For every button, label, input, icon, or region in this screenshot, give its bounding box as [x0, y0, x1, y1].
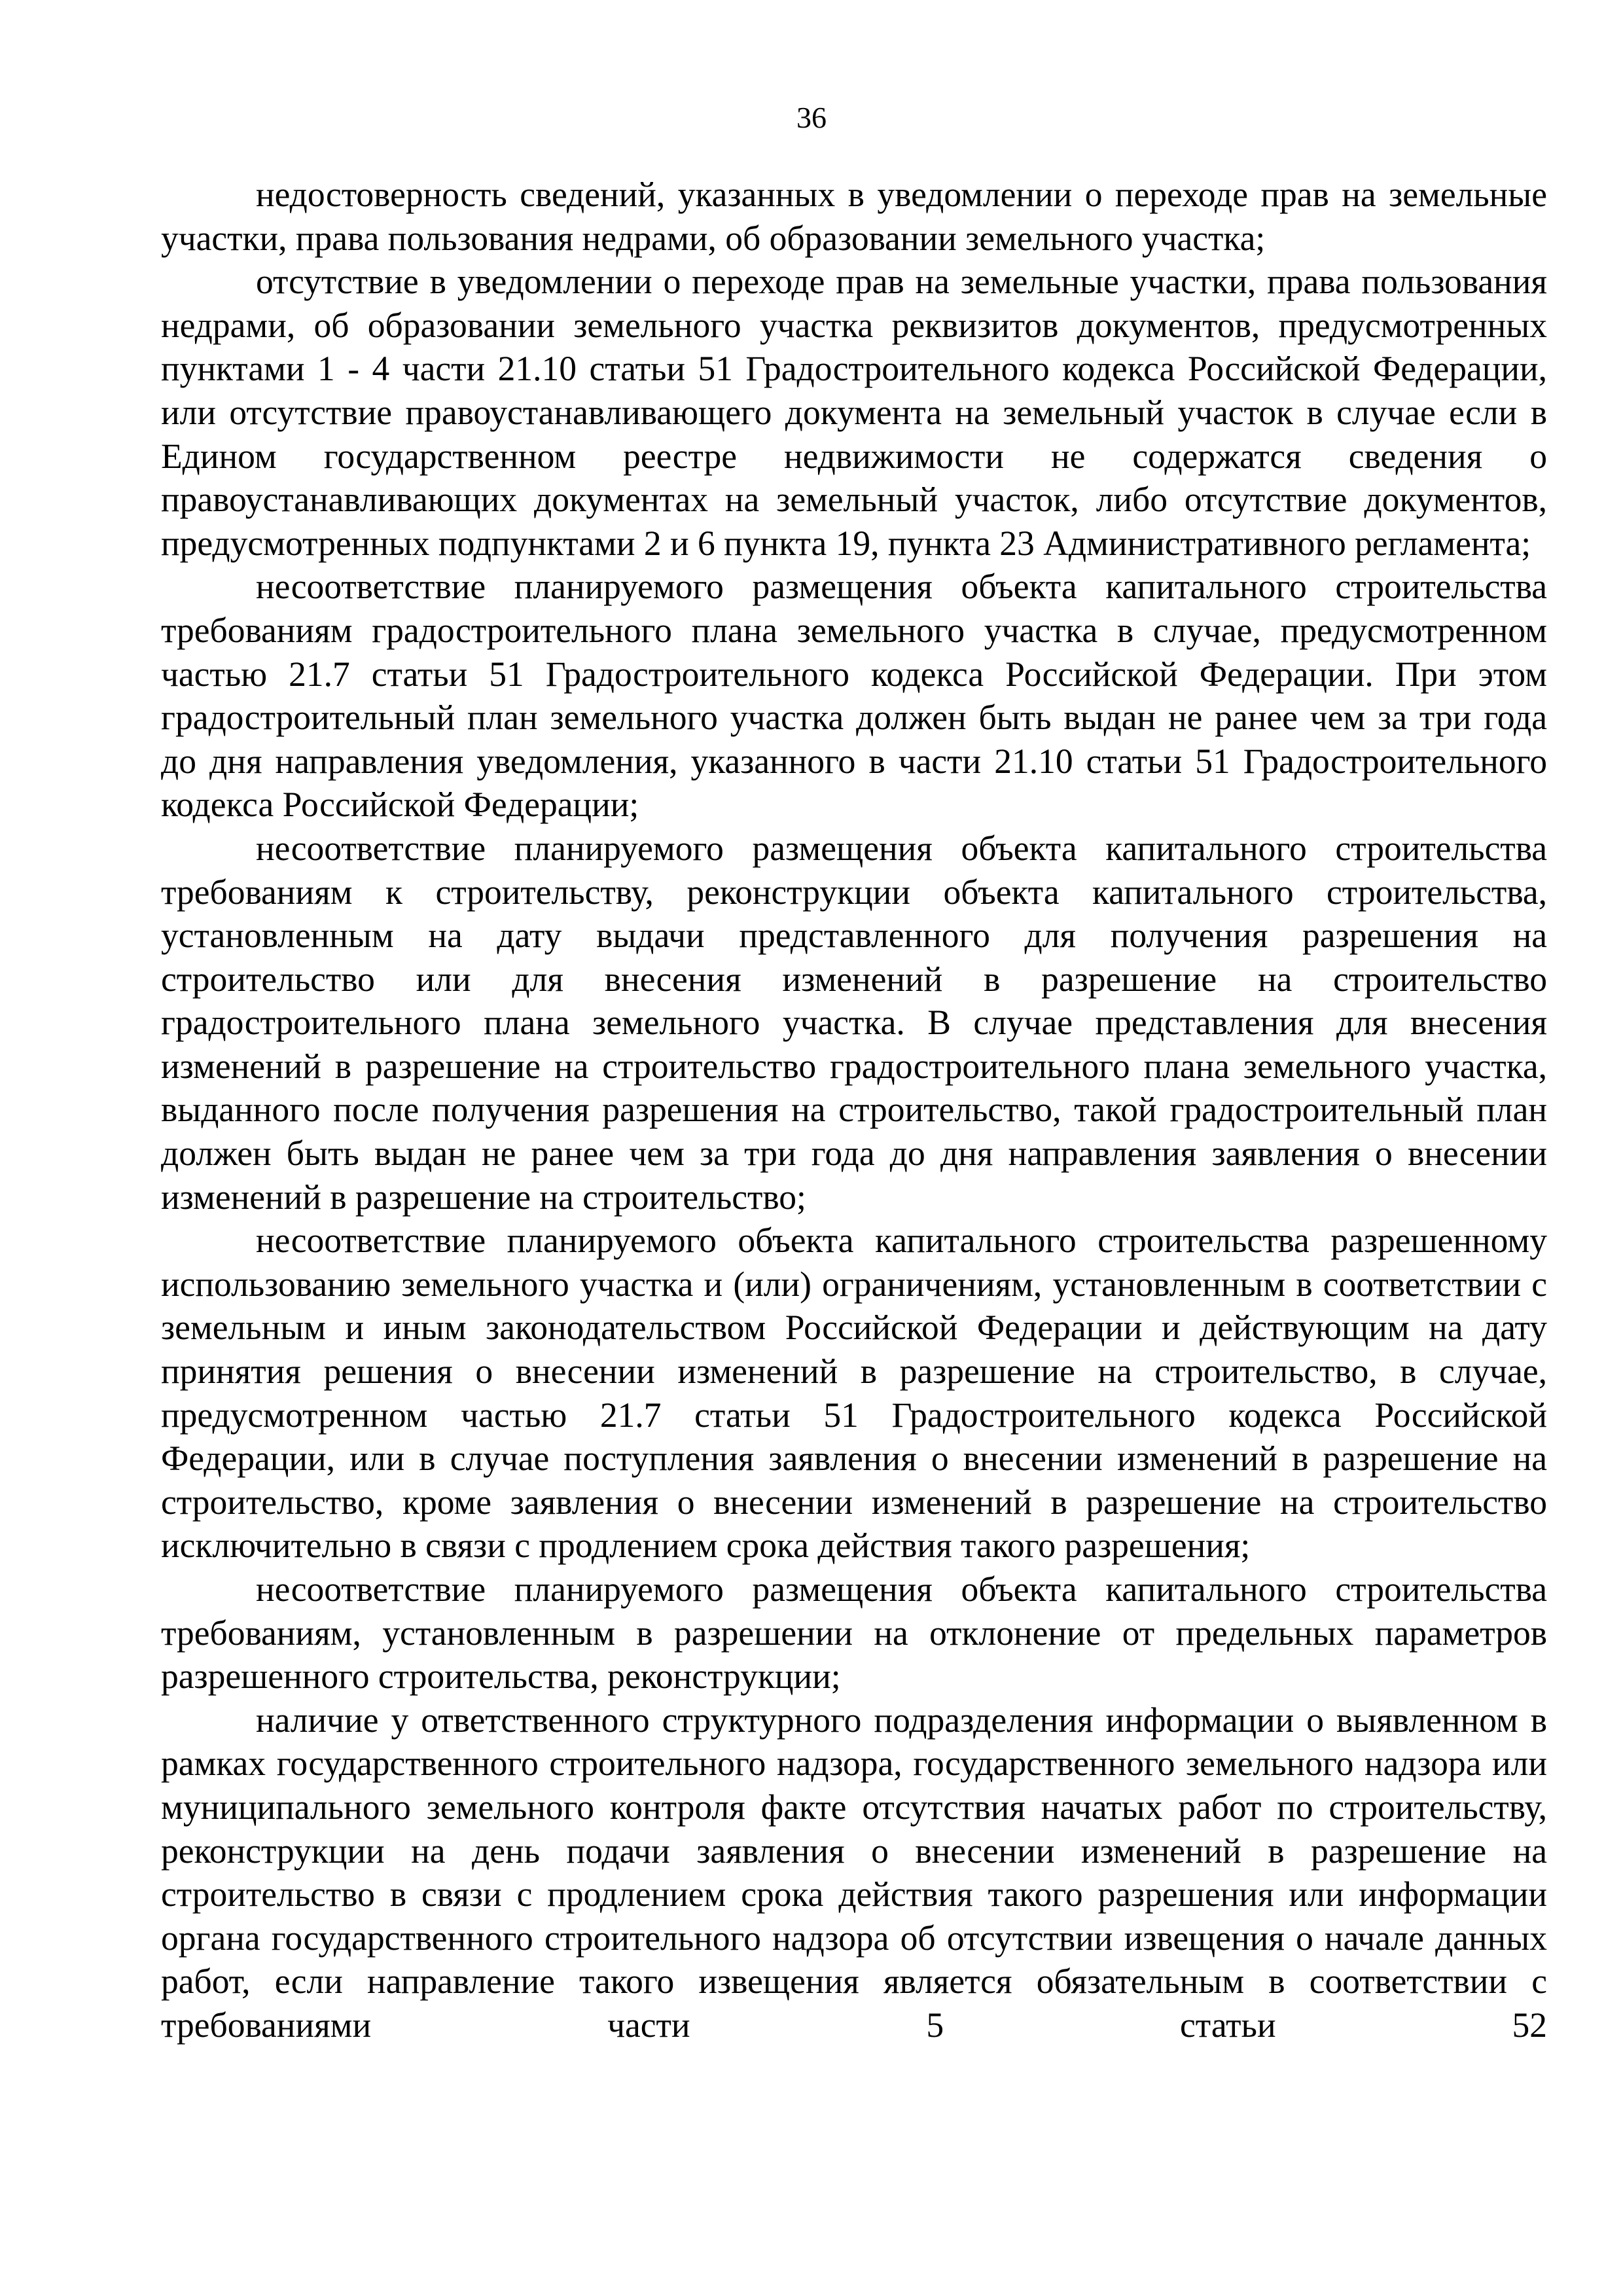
- page-number: 36: [796, 101, 827, 134]
- paragraph-4: несоответствие планируемого размещения объекта капитального строительства требованиям к строительству, реконструкции объекта капитального строительства, установленным на дату выдачи представленного для получения разрешения на строительство или для внесения изменений в разрешение на строительство градостроительного плана земельного участка. В случае представления для внесения изменений в разрешение на строительство градостроительного плана земельного участка, выданного после получения разрешения на строительство, такой градостроительный план должен быть выдан не ранее чем за три года до дня направления заявления о внесении изменений в разрешение на строительство;: [161, 828, 1547, 1217]
- paragraph-3: несоответствие планируемого размещения объекта капитального строительства требованиям градостроительного плана земельного участка в случае, предусмотренном частью 21.7 статьи 51 Градостроительного кодекса Российской Федерации. При этом градостроительный план земельного участка должен быть выдан не ранее чем за три года до дня направления уведомления, указанного в части 21.10 статьи 51 Градостроительного кодекса Российской Федерации;: [161, 567, 1547, 825]
- paragraph-7: наличие у ответственного структурного подразделения информации о выявленном в рамках государственного строительного надзора, государственного земельного надзора или муниципального земельного контроля факте отсутствия начатых работ по строительству, реконструкции на день подачи заявления о внесении изменений в разрешение на строительство в связи с продлением срока действия такого разрешения или информации органа государственного строительного надзора об отсутствии извещения о начале данных работ, если направление такого извещения является обязательным в соответствии с требованиями части 5 статьи 52: [161, 1700, 1547, 2045]
- paragraph-1: недостоверность сведений, указанных в уведомлении о переходе прав на земельные участки, права пользования недрами, об образовании земельного участка;: [161, 175, 1547, 258]
- paragraph-2: отсутствие в уведомлении о переходе прав на земельные участки, права пользования недрами, об образовании земельного участка реквизитов документов, предусмотренных пунктами 1 - 4 части 21.10 статьи 51 Градостроительного кодекса Российской Федерации, или отсутствие правоустанавливающего документа на земельный участок в случае если в Едином государственном реестре недвижимости не содержатся сведения о правоустанавливающих документах на земельный участок, либо отсутствие документов, предусмотренных подпунктами 2 и 6 пункта 19, пункта 23 Административного регламента;: [161, 262, 1547, 563]
- paragraph-5: несоответствие планируемого объекта капитального строительства разрешенному использованию земельного участка и (или) ограничениям, установленным в соответствии с земельным и иным законодательством Российской Федерации и действующим на дату принятия решения о внесении изменений в разрешение на строительство, в случае, предусмотренном частью 21.7 статьи 51 Градостроительного кодекса Российской Федерации, или в случае поступления заявления о внесении изменений в разрешение на строительство, кроме заявления о внесении изменений в разрешение на строительство исключительно в связи с продлением срока действия такого разрешения;: [161, 1221, 1547, 1566]
- document-body: [161, 173, 1547, 2047]
- paragraph-6: несоответствие планируемого размещения объекта капитального строительства требованиям, установленным в разрешении на отклонение от предельных параметров разрешенного строительства, реконструкции;: [161, 1570, 1547, 1696]
